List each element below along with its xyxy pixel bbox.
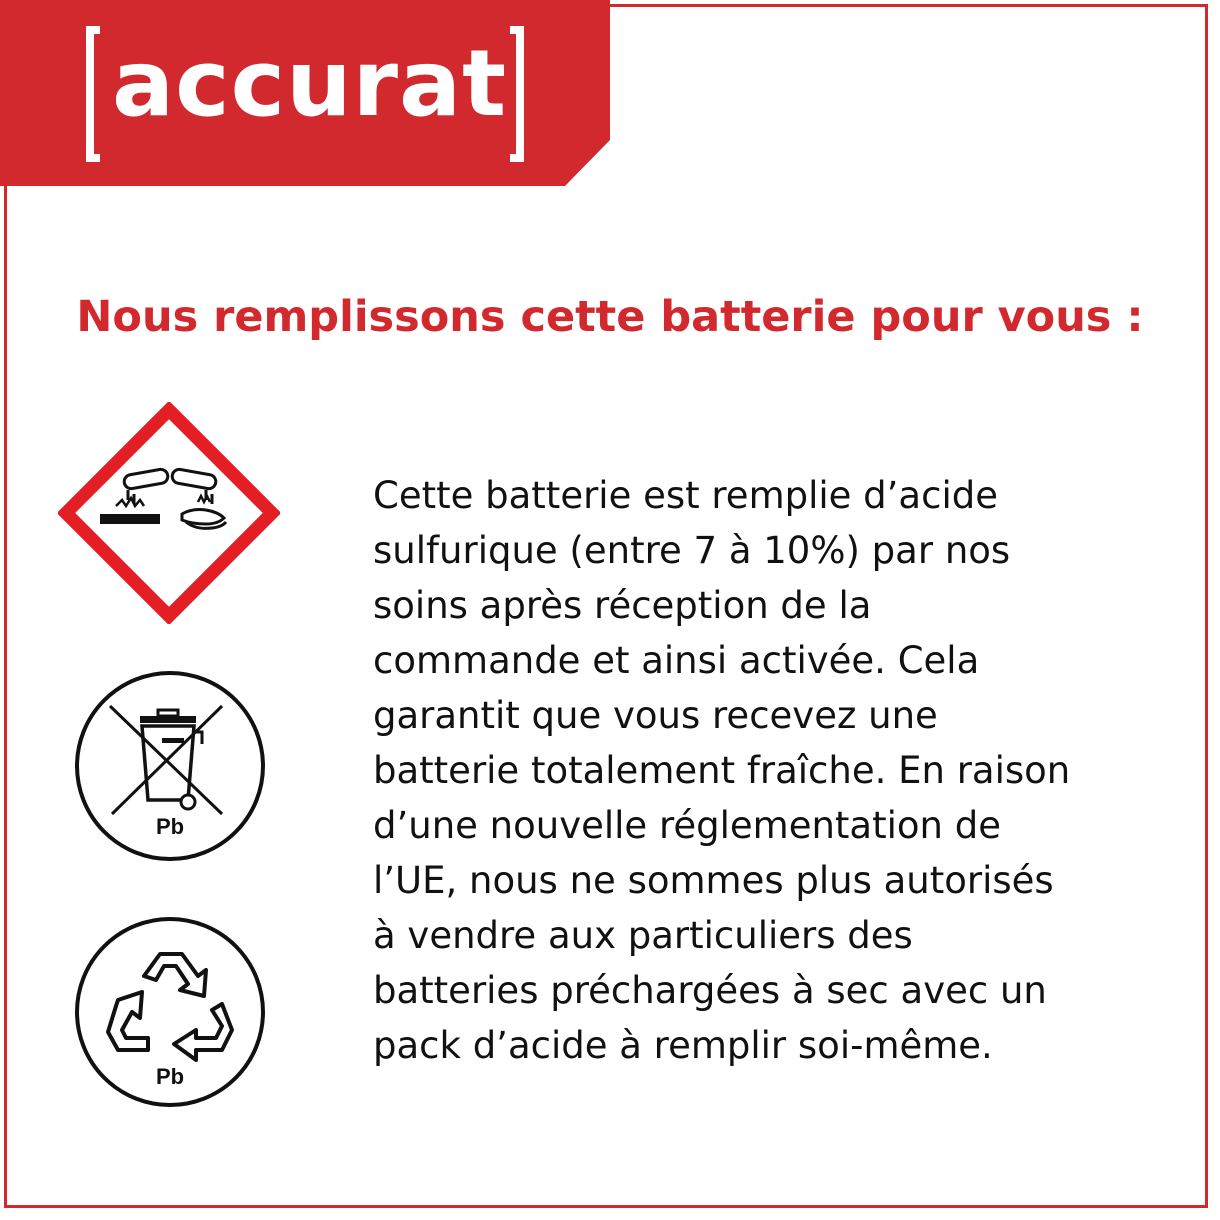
logo-text: accurat xyxy=(112,30,508,137)
brand-logo xyxy=(0,0,612,190)
recycling-icon xyxy=(72,914,268,1110)
disposal-pb-label: Pb xyxy=(155,814,185,839)
recycling-pb-label: Pb xyxy=(155,1064,185,1089)
description-text: Cette batterie est remplie d’acide sulfurique (entre 7 à 10%) par nos soins après réception de la commande et ainsi activée. Cela garantit que vous recevez une batterie totalement fraîche. En raison d’une nouvelle réglementation de l’UE, nous ne sommes plus autorisés à vendre aux particuliers des batteries préchargées à sec avec un pack d’acide à remplir soi-même. xyxy=(373,474,1071,1067)
corrosive-hazard-icon xyxy=(58,402,280,624)
headline: Nous remplissons cette batterie pour vous : xyxy=(76,292,1144,342)
crossed-out-bin-icon xyxy=(72,668,268,864)
